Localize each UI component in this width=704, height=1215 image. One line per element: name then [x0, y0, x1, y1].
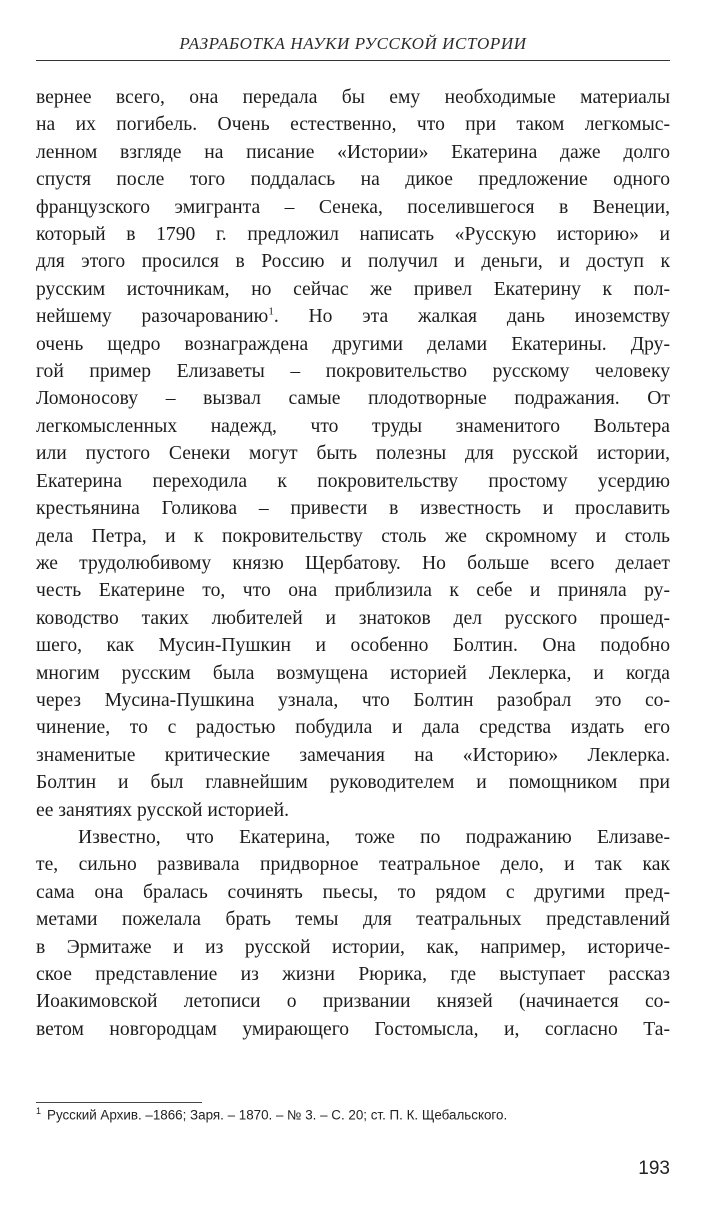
text-line: вернее всего, она передала бы ему необходимые материалы — [36, 87, 670, 108]
text-line: для этого просился в Россию и получил и деньги, и доступ к — [36, 251, 670, 273]
text-line: французского эмигранта – Сенека, поселившегося в Венеции, — [36, 196, 670, 218]
text-line: русским источникам, но сейчас же привел Екатерину к пол- — [36, 278, 670, 300]
footnote-rule — [36, 1102, 202, 1103]
text-line: честь Екатерине то, что она приблизила к себе и приняла ру- — [36, 580, 670, 602]
text-line: Екатерина переходила к покровительству простому усердию — [36, 470, 670, 492]
page-number: 193 — [638, 1158, 670, 1179]
text-line: метами пожелала брать темы для театральных представлений — [36, 909, 670, 931]
running-title: РАЗРАБОТКА НАУКИ РУССКОЙ ИСТОРИИ — [179, 34, 527, 53]
text-fragment: нейшему разочарованию — [36, 306, 269, 328]
text-line: сама она бралась сочинять пьесы, то рядом с другими пред- — [36, 881, 670, 903]
text-line: спустя после того поддалась на дикое предложение одного — [36, 169, 670, 191]
text-line: Болтин и был главнейшим руководителем и помощником при — [36, 772, 670, 794]
paragraph-first-line: Известно, что Екатерина, тоже по подражанию Елизаве- — [78, 826, 670, 848]
text-line: те, сильно развивала придворное театральное дело, и так как — [36, 854, 670, 876]
footnote-text: Русский Архив. –1866; Заря. – 1870. – № 3. – С. 20; ст. П. К. Щебальского. — [47, 1107, 508, 1123]
header-rule — [36, 60, 670, 61]
footnote-reference[interactable]: 1 — [268, 305, 274, 318]
page-body — [36, 84, 670, 1043]
text-line: в Эрмитаже и из русской истории, как, например, историче- — [36, 936, 670, 958]
footnote — [36, 1106, 670, 1122]
text-line: знаменитые критические замечания на «Историю» Леклерка. — [36, 744, 670, 766]
text-fragment: . Но эта жалкая дань иноземству — [273, 306, 670, 328]
text-line: ское представление из жизни Рюрика, где выступает рассказ — [36, 964, 670, 985]
footnote-mark: 1 — [36, 1106, 42, 1116]
text-line: многим русским была возмущена историей Леклерка, и когда — [36, 662, 670, 684]
text-line-with-note — [36, 303, 670, 330]
text-line: на их погибель. Очень естественно, что при таком легкомыс- — [36, 114, 670, 136]
text-line: ленном взгляде на писание «Истории» Екатерина даже долго — [36, 141, 670, 163]
text-line: крестьянина Голикова – привести в известность и прославить — [36, 498, 670, 520]
text-line: или пустого Сенеки могут быть полезны для русской истории, — [36, 443, 670, 465]
text-line: гой пример Елизаветы – покровительство русскому человеку — [36, 361, 670, 383]
text-line: дела Петра, и к покровительству столь же скромному и столь — [36, 525, 670, 547]
text-line: шего, как Мусин-Пушкин и особенно Болтин. Она подобно — [36, 635, 670, 657]
text-line: через Мусина-Пушкина узнала, что Болтин разобрал это со- — [36, 689, 670, 711]
text-line: очень щедро вознаграждена другими делами Екатерины. Дру- — [36, 333, 670, 355]
text-line: ководство таких любителей и знатоков дел русского прошед- — [36, 607, 670, 629]
text-line: легкомысленных надежд, что труды знаменитого Вольтера — [36, 415, 670, 437]
text-line: же трудолюбивому князю Щербатову. Но больше всего делает — [36, 552, 670, 574]
text-line: ветом новгородцам умирающего Гостомысла, и, согласно Та- — [36, 1018, 670, 1040]
text-line: Ломоносову – вызвал самые плодотворные подражания. От — [36, 388, 670, 410]
text-line: Иоакимовской летописи о призвании князей (начинается со- — [36, 991, 670, 1013]
text-line: чинение, то с радостью побудила и дала средства издать его — [36, 717, 670, 739]
text-line: ее занятиях русской историей. — [36, 799, 290, 821]
text-line: который в 1790 г. предложил написать «Русскую историю» и — [36, 224, 670, 246]
